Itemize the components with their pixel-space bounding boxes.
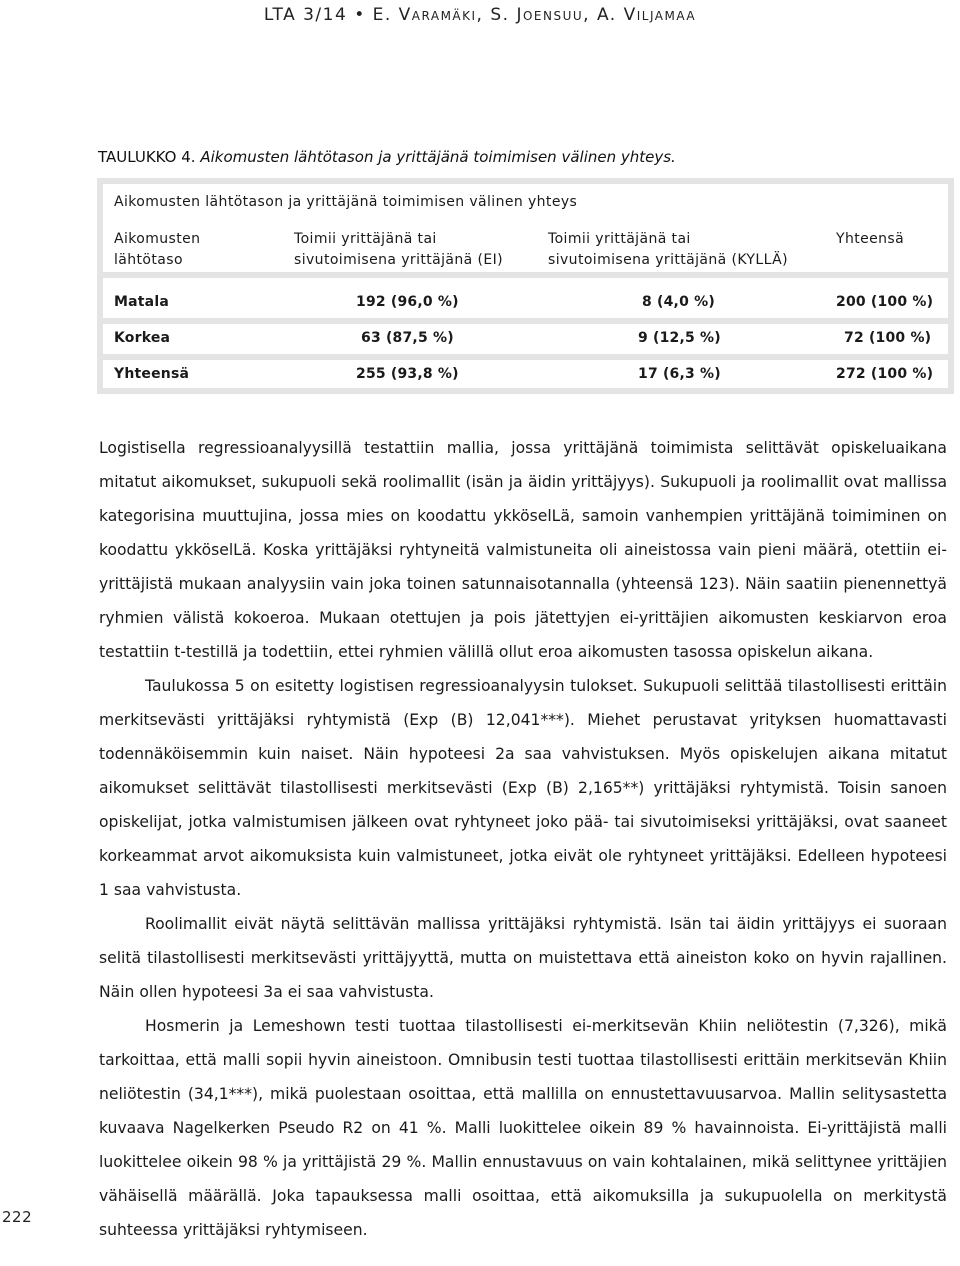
table-caption: [98, 148, 948, 166]
cell-korkea-total: 72 (100 %): [844, 330, 932, 346]
cell-korkea-ei: 63 (87,5 %): [361, 330, 454, 346]
header-col1-line1: Aikomusten: [114, 231, 201, 247]
header-col3-line2: sivutoimisena yrittäjänä (KYLLÄ): [548, 252, 788, 268]
row-divider: [103, 354, 948, 360]
header-col1-line2: lähtötaso: [114, 252, 183, 268]
caption-title: Aikomusten lähtötason ja yrittäjänä toimimisen välinen yhteys.: [200, 148, 676, 166]
table-title: Aikomusten lähtötason ja yrittäjänä toimimisen välinen yhteys: [114, 194, 578, 210]
table-body: [103, 184, 948, 388]
caption-label: TAULUKKO 4.: [98, 148, 196, 166]
page-number: 222: [2, 1208, 33, 1226]
cell-matala-total: 200 (100 %): [836, 294, 934, 310]
cell-matala-kylla: 8 (4,0 %): [642, 294, 715, 310]
row-label-matala: Matala: [114, 294, 169, 310]
header-col4: Yhteensä: [836, 231, 905, 247]
body-text: [99, 431, 947, 1247]
paragraph-4: Hosmerin ja Lemeshown testi tuottaa tilastollisesti ei-merkitsevän Khiin neliötestin (7,326), mikä tarkoittaa, että malli sopii hyvin aineistoon. Omnibusin testi tuottaa tilastollisesti erittäin merkitsevän Khiin neliötestin (34,1***), mikä puolestaan osoittaa, että mallilla on ennustettavuusarvoa. Mallin selitysastetta kuvaava Nagelkerken Pseudo R2 on 41 %. Malli luokittelee oikein 89 % havainnoista. Ei-yrittäjistä malli luokittelee oikein 98 % ja yrittäjistä 29 %. Mallin ennustavuus on vain kohtalainen, mikä selittynee yrittäjien vähäisellä määrällä. Joka tapauksessa malli osoittaa, että aikomuksilla ja sukupuolella on merkitystä suhteessa yrittäjäksi ryhtymiseen.: [99, 1017, 947, 1239]
row-label-yhteensa: Yhteensä: [114, 366, 190, 382]
paragraph-1: Logistisella regressioanalyysillä testattiin mallia, jossa yrittäjänä toimimista selittävät opiskeluaikana mitatut aikomukset, sukupuoli sekä roolimallit (isän ja äidin yrittäjyys). Sukupuoli ja roolimallit ovat mallissa kategorisina muuttujina, jossa mies on koodattu ykköselLä, samoin vanhempien yrittäjänä toimiminen on koodattu ykköselLä. Koska yrittäjäksi ryhtyneitä valmistuneita oli aineistossa vain pieni määrä, otettiin ei-yrittäjistä mukaan analyysiin vain joka toinen satunnaisotannalla (yhteensä 123). Näin saatiin pienennettyä ryhmien välistä kokoeroa. Mukaan otettujen ja pois jätettyjen ei-yrittäjien aikomusten keskiarvon eroa testattiin t-testillä ja todettiin, ettei ryhmien välillä ollut eroa aikomusten tasossa opiskelun aikana.: [99, 439, 947, 661]
row-label-korkea: Korkea: [114, 330, 171, 346]
cell-yhteensa-ei: 255 (93,8 %): [356, 366, 459, 382]
cell-korkea-kylla: 9 (12,5 %): [638, 330, 721, 346]
paragraph-2: Taulukossa 5 on esitetty logistisen regressioanalyysin tulokset. Sukupuoli selittää tilastollisesti erittäin merkitsevästi yrittäjäksi ryhtymistä (Exp (B) 12,041***). Miehet perustavat yrityksen huomattavasti todennäköisemmin kuin naiset. Näin hypoteesi 2a saa vahvistuksen. Myös opiskelujen aikana mitatut aikomukset selittävät tilastollisesti merkitsevästi (Exp (B) 2,165**) yrittäjäksi ryhtymistä. Toisin sanoen opiskelijat, jotka valmistumisen jälkeen ovat ryhtyneet joko pää- tai sivutoimiseksi yrittäjäksi, ovat saaneet korkeammat arvot aikomuksista kuin valmistuneet, jotka eivät ole ryhtyneet yrittäjäksi. Edelleen hypoteesi 1 saa vahvistusta.: [99, 677, 947, 899]
header-divider: [103, 272, 948, 278]
header-col2-line2: sivutoimisena yrittäjänä (EI): [294, 252, 503, 268]
cell-yhteensa-total: 272 (100 %): [836, 366, 934, 382]
cell-yhteensa-kylla: 17 (6,3 %): [638, 366, 721, 382]
header-col3-line1: Toimii yrittäjänä tai: [548, 231, 691, 247]
cell-matala-ei: 192 (96,0 %): [356, 294, 459, 310]
row-divider: [103, 318, 948, 324]
running-header: LTA 3/14 • E. Varamäki, S. Joensuu, A. Viljamaa: [263, 5, 697, 25]
header-col2-line1: Toimii yrittäjänä tai: [294, 231, 437, 247]
paragraph-3: Roolimallit eivät näytä selittävän mallissa yrittäjäksi ryhtymistä. Isän tai äidin yrittäjyys ei suoraan selitä tilastollisesti merkitsevästi yrittäjyyttä, mutta on muistettava että aineiston koko on hyvin rajallinen. Näin ollen hypoteesi 3a ei saa vahvistusta.: [99, 915, 947, 1001]
data-table: [97, 178, 954, 394]
